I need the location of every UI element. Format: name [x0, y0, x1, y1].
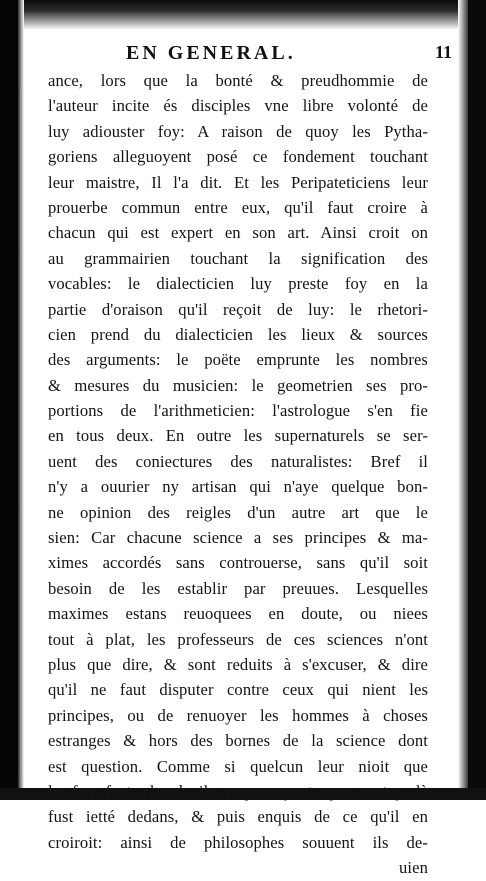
text-line: croiroit: ainsi de philosophes souuent ils de-: [48, 832, 428, 852]
text-line: cien prend du dialecticien les lieux & sources: [48, 324, 428, 344]
running-head: [48, 42, 452, 68]
text-line: prouerbe commun entre eux, qu'il faut croire à: [48, 197, 428, 217]
text-line: maximes estans reuoquees en doute, ou niees: [48, 604, 428, 624]
text-line: ne opinion des reigles d'un autre art que le: [48, 502, 428, 522]
text-line: plus que dire, & sont reduits à s'excuser, & dire: [48, 654, 428, 674]
text-line: leur maistre, Il l'a dit. Et les Peripateticiens leur: [48, 172, 428, 192]
text-line: estranges & hors des bornes de la science dont: [48, 731, 428, 751]
text-line: uent des coniectures des naturalistes: Bref il: [48, 451, 428, 471]
scan-border-top: [0, 0, 486, 30]
text-line: chacun qui est expert en son art. Ainsi croit on: [48, 223, 428, 243]
page-edge-shadow-right: [458, 0, 468, 800]
page-number: 11: [434, 42, 452, 62]
scan-border-right: [468, 0, 486, 800]
text-line: portions de l'arithmeticien: l'astrologue s'en fie: [48, 401, 428, 421]
text-line: ance, lors que la bonté & preudhommie de: [48, 71, 428, 90]
text-line: fust ietté dedans, & puis enquis de ce qu'il en: [48, 807, 428, 827]
text-line: sien: Car chacune science a ses principes & ma-: [48, 528, 428, 548]
text-line: vocables: le dialecticien luy preste foy en la: [48, 274, 428, 294]
text-line: tout à plat, les professeurs de ces sciences n'ont: [48, 629, 428, 649]
text-line: au grammairien touchant la signification des: [48, 248, 428, 268]
text-line: & mesures du musicien: le geometrien ses pro-: [48, 375, 428, 395]
running-title: EN GENERAL.: [126, 42, 296, 64]
text-line: en tous deux. En outre les supernaturels se ser-: [48, 426, 428, 446]
catchword: uien: [399, 858, 428, 878]
text-line: goriens alleguoyent posé ce fondement touchant: [48, 147, 428, 167]
text-line: qu'il ne faut disputer contre ceux qui nient les: [48, 680, 428, 700]
book-page: [48, 36, 452, 878]
text-line: partie d'oraison qu'il reçoit de luy: le rhetori-: [48, 299, 428, 319]
text-line: est question. Comme si quelcun leur nioit que: [48, 756, 428, 776]
text-line: des arguments: le poëte emprunte les nombres: [48, 350, 428, 370]
text-line: l'auteur incite és disciples vne libre volonté de: [48, 96, 428, 116]
text-line: besoin de les establir par preuues. Lesquelles: [48, 578, 428, 598]
gutter-rule: [20, 90, 22, 780]
scan-border-left: [0, 0, 18, 800]
text-line: le feu fust chaud, ils requerroyent que cestuy là: [48, 781, 428, 801]
text-line: n'y a ouurier ny artisan qui n'aye quelque bon-: [48, 477, 428, 497]
body-text: [48, 68, 428, 881]
text-line: luy adiouster foy: A raison de quoy les Pytha-: [48, 121, 428, 141]
text-line: ximes accordés sans controuerse, sans qu'il soit: [48, 553, 428, 573]
text-line: principes, ou de renuoyer les hommes à choses: [48, 705, 428, 725]
